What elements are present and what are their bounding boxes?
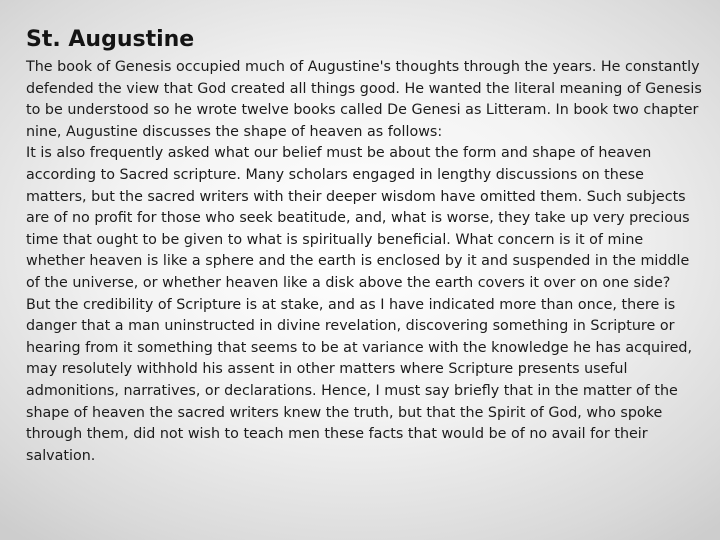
paragraph-intro: The book of Genesis occupied much of Augustine's thoughts through the years. He constantly defended the view that God created all things good. He wanted the literal meaning of Genesis to be understood so he wrote twelve books called De Genesi as Litteram. In book two chapter nine, Augustine discusses the shape of heaven as follows: — [26, 59, 702, 140]
slide-content — [26, 27, 706, 467]
slide-title: St. Augustine — [26, 27, 195, 52]
paragraph-quote-shape-of-heaven: It is also frequently asked what our belief must be about the form and shape of heaven according to Sacred scripture. Many scholars engaged in lengthy discussions on these matters, but the sacred writers with their deeper wisdom have omitted them. Such subjects are of no profit for those who seek beatitude, and, what is worse, they take up very precious time that ought to be given to what is spiritually beneficial. What concern is it of mine whether heaven is like a sphere and the earth is enclosed by it and suspended in the middle of the universe, or whether heaven like a disk above the earth covers it over on one side? — [26, 145, 690, 291]
paragraph-quote-credibility: But the credibility of Scripture is at stake, and as I have indicated more than once, there is danger that a man uninstructed in divine revelation, discovering something in Scripture or hearing from it something that seems to be at variance with the knowledge he has acquired, may resolutely withhold his assent in other matters where Scripture presents useful admonitions, narratives, or declarations. Hence, I must say briefly that in the matter of the shape of heaven the sacred writers knew the truth, but that the Spirit of God, who spoke through them, did not wish to teach men these facts that would be of no avail for their salvation. — [26, 296, 693, 464]
